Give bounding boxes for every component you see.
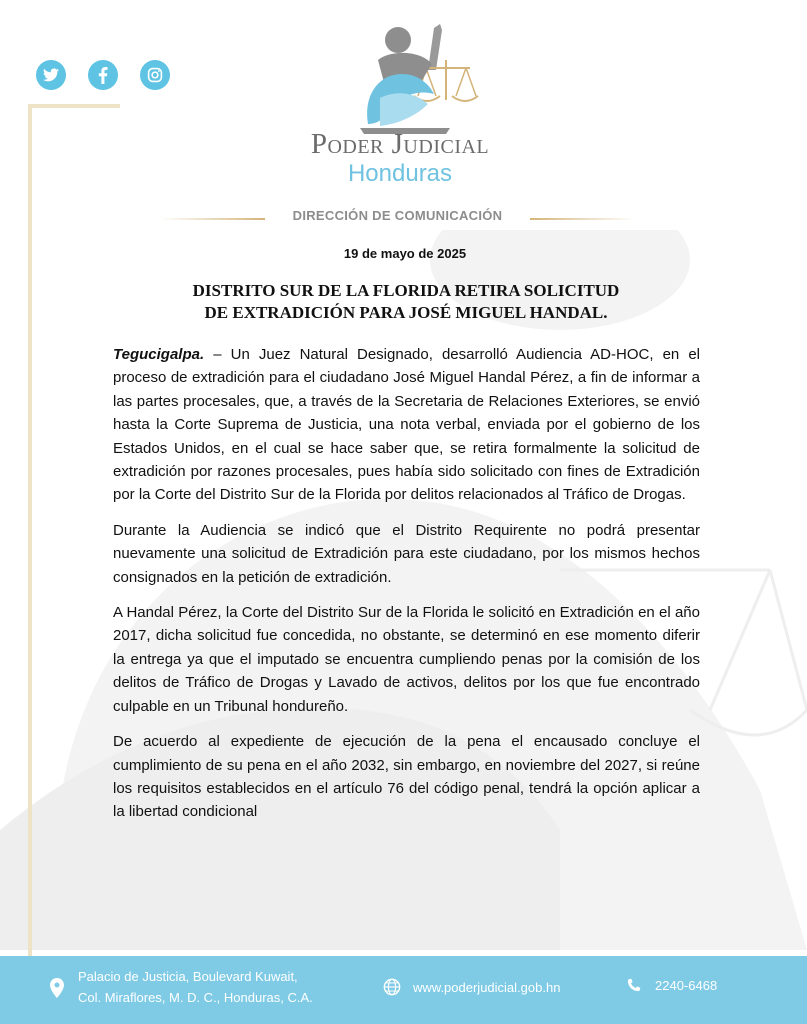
address-line-1: Palacio de Justicia, Boulevard Kuwait, [78,969,298,984]
divider-right [530,218,635,220]
footer-address [50,966,313,1008]
department-label: DIRECCIÓN DE COMUNICACIÓN [292,208,503,223]
paragraph-3: A Handal Pérez, la Corte del Distrito Sur de la Florida le solicitó en Extradición en el año 2017, dicha solicitud fue concedida, no obstante, se determinó en ese momento diferir la entrega ya que el imputado se encuentra cumpliendo penas por la comisión de los delitos de Tráfico de Drogas y Lavado de activos, delitos por los que fue encontrado culpable en un Tribunal hondureño. [113,604,700,715]
headline-line-1: DISTRITO SUR DE LA FLORIDA RETIRA SOLICITUD [192,281,620,300]
divider-left [160,218,265,220]
paragraph-1-text: – Un Juez Natural Designado, desarrolló Audiencia AD-HOC, en el proceso de extradición para el ciudadano José Miguel Handal Pérez, a fin de informar a las partes procesales, que, a través de la Secretaria de Relaciones Exteriores, se envió hasta la Corte Suprema de Justicia, una nota verbal, enviada por el gobierno de los Estados Unidos, en el cual se hace saber que, se retira formalmente la solicitud de extradición por razones procesales, pues había sido solicitado con fines de Extradición por la Corte del Distrito Sur de la Florida por delitos relacionados al Tráfico de Drogas. [113,346,700,504]
org-country: Honduras [347,160,453,187]
social-links [36,60,170,90]
facebook-button[interactable] [88,60,118,90]
org-name: Poder Judicial [310,128,490,160]
paragraph-1 [113,343,700,507]
lady-justice-logo-icon [350,20,480,140]
instagram-icon [147,67,163,83]
release-date: 19 de mayo de 2025 [343,246,467,261]
globe-icon [383,978,401,996]
headline [120,280,692,324]
website-url: www.poderjudicial.gob.hn [413,979,561,995]
phone-number: 2240-6468 [655,978,718,993]
address-line-2: Col. Miraflores, M. D. C., Honduras, C.A. [78,990,313,1005]
twitter-button[interactable] [36,60,66,90]
footer-phone [626,978,717,993]
footer [0,956,807,1024]
paragraph-4: De acuerdo al expediente de ejecución de la pena el encausado concluye el cumplimiento de su pena en el año 2032, sin embargo, en noviembre del 2027, si reúne los requisitos establecidos en el artículo 76 del código penal, tendrá la opción aplicar a la libertad condicional [113,733,700,821]
instagram-button[interactable] [140,60,170,90]
headline-line-2: DE EXTRADICIÓN PARA JOSÉ MIGUEL HANDAL. [204,303,608,322]
article-body [113,343,700,836]
frame-line-left [28,104,32,956]
facebook-icon [98,67,108,84]
phone-icon [626,978,641,993]
paragraph-2: Durante la Audiencia se indicó que el Distrito Requirente no podrá presentar nuevamente una solicitud de Extradición para este ciudadano, por los mismos hechos consignados en la petición de extradición. [113,521,700,586]
twitter-icon [43,68,59,82]
frame-line-top [28,104,120,108]
dateline: Tegucigalpa. [113,346,205,363]
location-pin-icon [50,978,64,998]
website-link[interactable] [383,978,560,996]
